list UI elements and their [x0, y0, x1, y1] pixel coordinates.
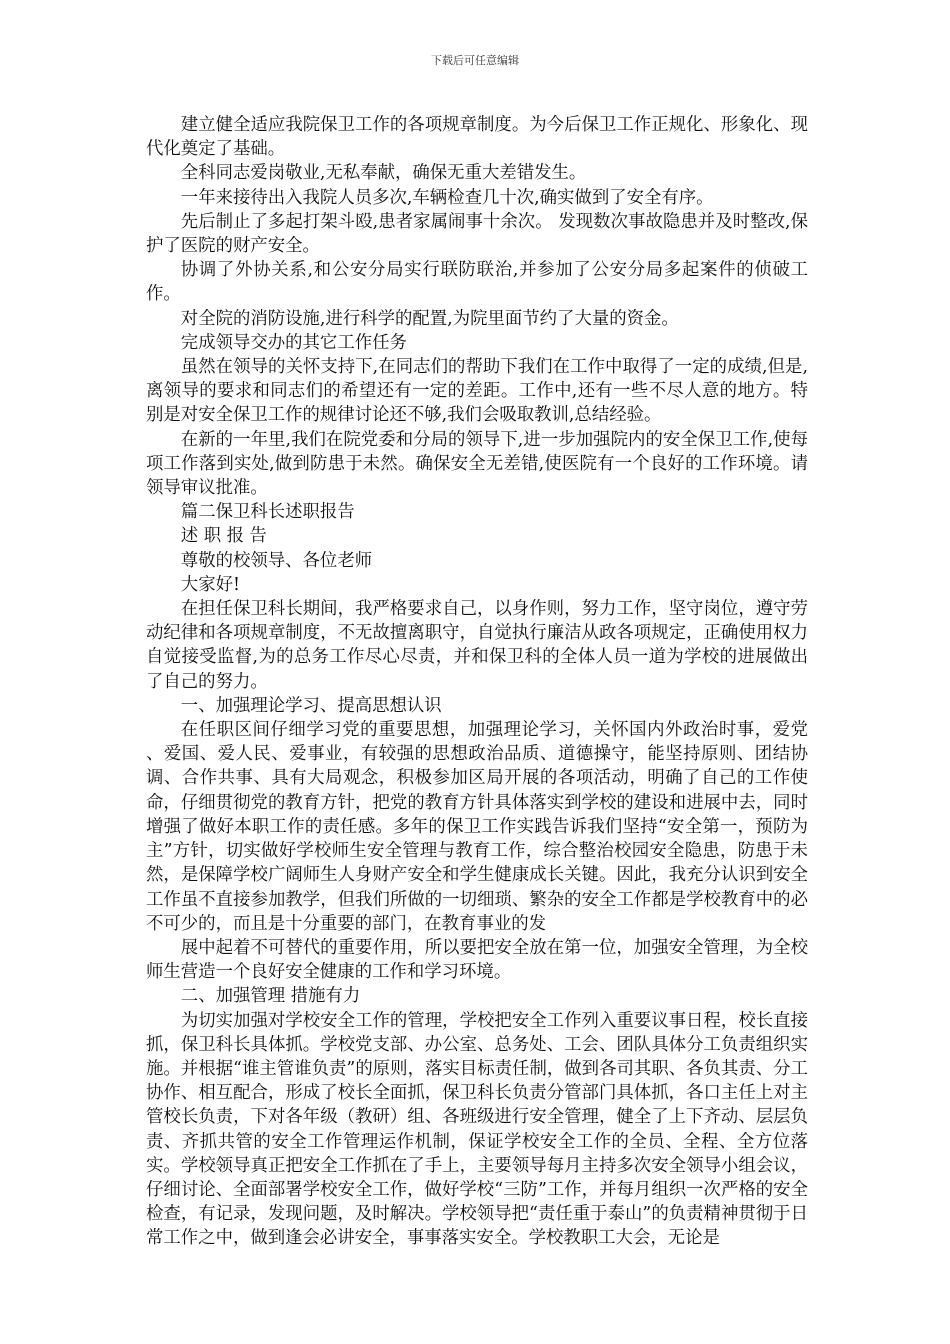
page-header: 下载后可任意编辑: [431, 54, 519, 67]
salutation: 尊敬的校领导、各位老师: [180, 550, 373, 571]
paragraph: 在担任保卫科长期间，我严格要求自己，以身作则，努力工作，坚守岗位，遵守劳动纪律和各项规章制度，不无故擅离职守，自觉执行廉洁从政各项规定，正确使用权力自觉接受监督,为的总务工作尽心尽责，并和保卫科的全体人员一道为学校的进展做出了自己的努力。: [146, 599, 808, 692]
paragraph: 一年来接待出入我院人员多次,车辆检查几十次,确实做到了安全有序。: [180, 187, 714, 208]
paragraph: 建立健全适应我院保卫工作的各项规章制度。为今后保卫工作正规化、形象化、现代化奠定了基础。: [146, 115, 808, 160]
section-heading: 一、加强理论学习、提高思想认识: [180, 695, 442, 716]
section-heading: 篇二保卫科长述职报告: [180, 502, 355, 523]
report-title: 述 职 报 告: [180, 526, 267, 547]
paragraph: 在任职区间仔细学习党的重要思想，加强理论学习，关怀国内外政治时事，爱党 、爱国、爱人民、爱事业，有较强的思想政治品质、道德操守，能坚持原则、团结协调、合作共事、具有大局观念，积极参加区局开展的各项活动，明确了自己的工作使命，仔细贯彻党的教育方针，把党的教育方针具体落实到学校的建设和进展中去，同时增强了做好本职工作的责任感。多年的保卫工作实践告诉我们坚持“安全第一，预防为主”方针，切实做好学校师生安全管理与教育工作，综合整治校园安全隐患，防患于未然，是保障学校广阔师生人身财产安全和学生健康成长关键。因此，我充分认识到安全工作虽不直接参加教学，但我们所做的一切细琐、繁杂的安全工作都是学校教育中的必不可少的，而且是十分重要的部门，在教育事业的发: [146, 720, 808, 934]
document-body: [146, 113, 808, 1251]
paragraph: 完成领导交办的其它工作任务: [180, 332, 407, 353]
paragraph: 对全院的消防设施,进行科学的配置,为院里面节约了大量的资金。: [180, 308, 679, 329]
greeting: 大家好!: [180, 574, 240, 595]
paragraph: 虽然在领导的关怀支持下,在同志们的帮助下我们在工作中取得了一定的成绩,但是,离领导的要求和同志们的希望还有一定的差距。工作中,还有一些不尽人意的地方。特别是对安全保卫工作的规律讨论还不够,我们会吸取教训,总结经验。: [146, 357, 808, 426]
paragraph: 全科同志爱岗敬业,无私奉献，确保无重大差错发生。: [180, 163, 587, 184]
paragraph: 展中起着不可替代的重要作用，所以要把安全放在第一位，加强安全管理，为全校师生营造一个良好安全健康的工作和学习环境。: [146, 937, 808, 983]
paragraph: 在新的一年里,我们在院党委和分局的领导下,进一步加强院内的安全保卫工作,使每项工作落到实处,做到防患于未然。确保安全无差错,使医院有一个良好的工作环境。请领导审议批准。: [146, 429, 808, 499]
section-heading: 二、加强管理 措施有力: [180, 986, 361, 1007]
paragraph: 先后制止了多起打架斗殴,患者家属闹事十余次。 发现数次事故隐患并及时整改,保护了医院的财产安全。: [146, 211, 808, 257]
paragraph: 协调了外协关系,和公安分局实行联防联治,并参加了公安分局多起案件的侦破工作。: [146, 260, 808, 305]
paragraph: 为切实加强对学校安全工作的管理，学校把安全工作列入重要议事日程，校长直接抓，保卫科长具体抓。学校党支部、办公室、总务处、工会、团队具体分工负责组织实施。并根据“谁主管谁负责”的原则，落实目标责任制，做到各司其职、各负其责、分工协作、相互配合，形成了校长全面抓，保卫科长负责分管部门具体抓，各口主任上对主管校长负责，下对各年级（教研）组、各班级进行安全管理，健全了上下齐动、层层负责、齐抓共管的安全工作管理运作机制，保证学校安全工作的全员、全程、全方位落实。学校领导真正把安全工作抓在了手上，主要领导每月主持多次安全领导小组会议，仔细讨论、全面部署学校安全工作，做好学校“三防”工作，并每月组织一次严格的安全检查，有记录，发现问题，及时解决。学校领导把“责任重于泰山”的负责精神贯彻于日常工作之中，做到逢会必讲安全，事事落实安全。学校教职工大会，无论是: [146, 1010, 808, 1249]
